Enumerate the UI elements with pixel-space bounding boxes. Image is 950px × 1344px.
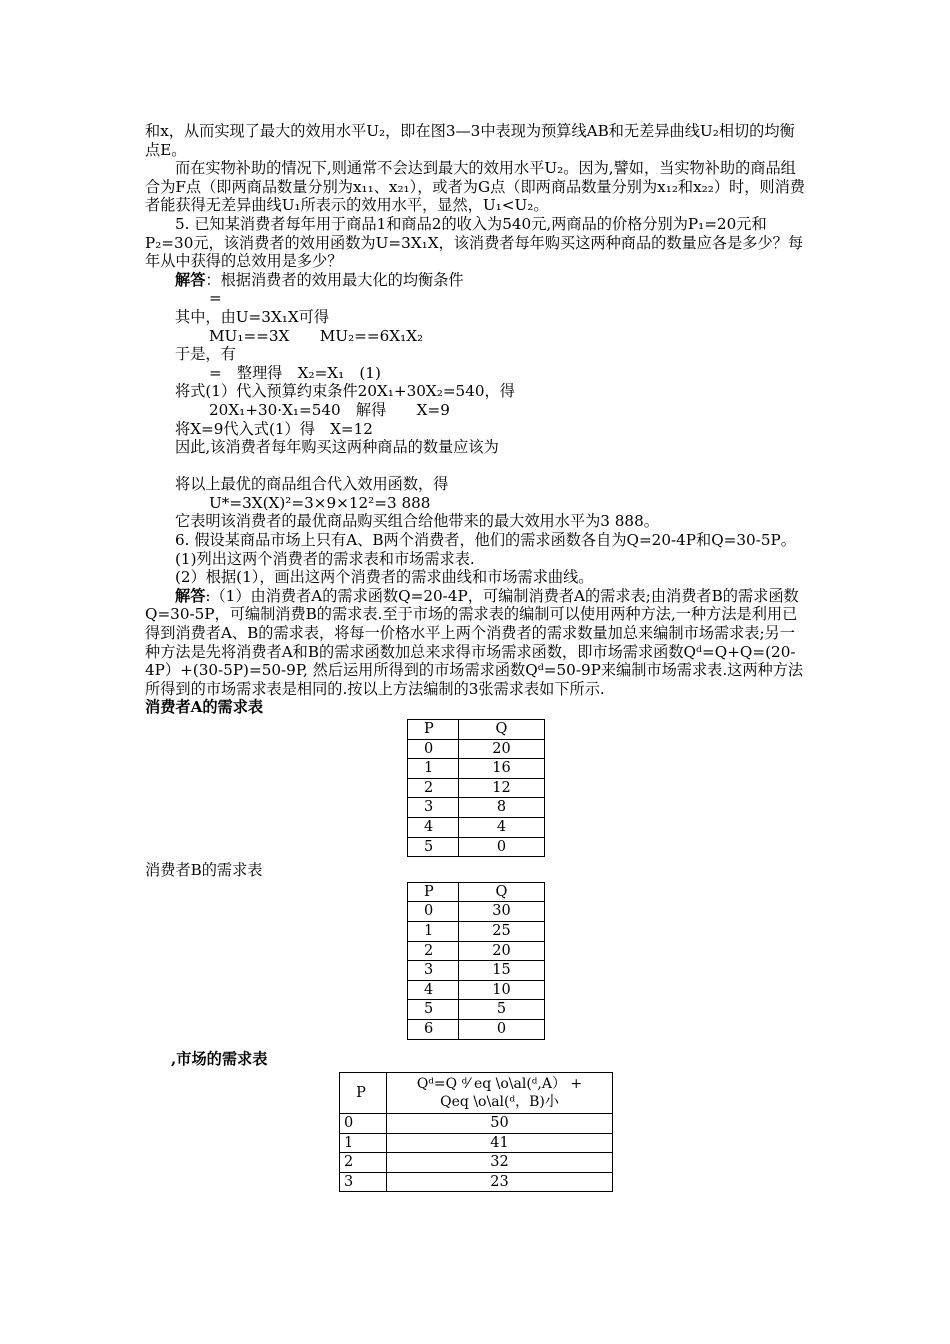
table-row — [408, 1019, 545, 1039]
header-qd — [387, 1073, 613, 1114]
cell-q: 20 — [459, 941, 545, 961]
table-row — [408, 980, 545, 1000]
cell-qd: 32 — [387, 1153, 613, 1173]
answer-label: 解答 — [175, 270, 206, 289]
paragraph: 将以上最优的商品组合代入效用函数，得 — [175, 475, 449, 494]
table-row — [340, 1133, 613, 1153]
cell-q: 5 — [459, 1000, 545, 1020]
table-row — [408, 739, 545, 759]
table-row — [340, 1153, 613, 1173]
paragraph: 因此,该消费者每年购买这两种商品的数量应该为 — [175, 438, 499, 457]
table-row — [408, 759, 545, 779]
table-row — [408, 961, 545, 981]
equation-line: 20X₁+30·X₁=540 解得 X=9 — [209, 400, 450, 419]
paragraph: 于是，有 — [175, 345, 236, 364]
cell-qd: 41 — [387, 1133, 613, 1153]
table-row — [340, 1172, 613, 1192]
cell-q: 0 — [459, 1019, 545, 1039]
header-p: P — [340, 1073, 387, 1114]
sub-question: (2）根据(1），画出这两个消费者的需求曲线和市场需求曲线。 — [175, 568, 594, 587]
equation-line: U*=3X(X)²=3×9×12²=3 888 — [209, 493, 431, 512]
cell-p: 5 — [408, 1000, 459, 1020]
paragraph: 将X=9代入式(1）得 X=12 — [175, 419, 373, 438]
answer-label: 解答 — [175, 586, 206, 605]
paragraph: 其中，由U=3X₁X可得 — [175, 307, 330, 326]
cell-p: 6 — [408, 1019, 459, 1039]
paragraph: 而在实物补助的情况下,则通常不会达到最大的效用水平U₂。因为,譬如，当实物补助的商品组合为F点（即两商品数量分别为x₁₁、x₂₁），或者为G点（即两商品数量分别为x₁₂和x₂₂）时，则消费者能获得无差异曲线U₁所表示的效用水平，显然，U₁<U₂。 — [145, 159, 805, 215]
header-qd-line2: Qeq \o\al(ᵈ，B)小 — [440, 1094, 559, 1111]
cell-q: 25 — [459, 921, 545, 941]
cell-p: 2 — [340, 1153, 387, 1173]
table-a-caption: 消费者A的需求表 — [145, 698, 264, 717]
table-market — [339, 1072, 613, 1192]
table-row — [408, 902, 545, 922]
cell-q: 0 — [459, 837, 545, 857]
cell-q: 4 — [459, 817, 545, 837]
cell-q: 8 — [459, 798, 545, 818]
cell-q: 10 — [459, 980, 545, 1000]
cell-p: 1 — [340, 1133, 387, 1153]
paragraph: 和x，从而实现了最大的效用水平U₂，即在图3—3中表现为预算线AB和无差异曲线U₂相切的均衡点E。 — [145, 122, 795, 159]
paragraph: 它表明该消费者的最优商品购买组合给他带来的最大效用水平为3 888。 — [175, 512, 659, 531]
cell-p: 3 — [408, 961, 459, 981]
table-row — [340, 1114, 613, 1134]
sub-question: (1)列出这两个消费者的需求表和市场需求表. — [175, 549, 475, 568]
cell-q: 20 — [459, 739, 545, 759]
header-q: Q — [459, 720, 545, 740]
cell-p: 3 — [340, 1172, 387, 1192]
cell-p: 5 — [408, 837, 459, 857]
cell-p: 3 — [408, 798, 459, 818]
table-row — [408, 778, 545, 798]
cell-p: 4 — [408, 980, 459, 1000]
paragraph: ：根据消费者的效用最大化的均衡条件 — [205, 270, 464, 289]
cell-q: 15 — [459, 961, 545, 981]
cell-p: 0 — [408, 902, 459, 922]
header-q: Q — [459, 882, 545, 902]
table-row — [408, 798, 545, 818]
cell-qd: 23 — [387, 1172, 613, 1192]
cell-p: 4 — [408, 817, 459, 837]
table-header-row — [340, 1073, 613, 1114]
table-b-caption: 消费者B的需求表 — [145, 861, 263, 880]
table-consumer-a — [407, 719, 545, 857]
equation-line: = 整理得 X₂=X₁ (1) — [209, 363, 381, 382]
header-p: P — [408, 720, 459, 740]
table-row — [408, 941, 545, 961]
table-row — [408, 921, 545, 941]
table-consumer-b — [407, 882, 545, 1040]
table-market-caption: ,市场的需求表 — [171, 1049, 268, 1068]
table-row — [408, 837, 545, 857]
cell-q: 16 — [459, 759, 545, 779]
cell-q: 30 — [459, 902, 545, 922]
table-row — [408, 817, 545, 837]
question-5: 5. 已知某消费者每年用于商品1和商品2的收入为540元,两商品的价格分别为P₁=20元和P₂=30元，该消费者的效用函数为U=3X₁X，该消费者每年购买这两种商品的数量应各是多少？每年从中获得的总效用是多少？ — [145, 214, 804, 271]
table-header-row — [408, 720, 545, 740]
cell-p: 0 — [340, 1114, 387, 1134]
equation-line: = — [209, 289, 222, 308]
cell-p: 0 — [408, 739, 459, 759]
document-page — [145, 122, 807, 1192]
table-header-row — [408, 882, 545, 902]
cell-p: 2 — [408, 941, 459, 961]
paragraph: :（1）由消费者A的需求函数Q=20-4P，可编制消费者A的需求表;由消费者B的需求函数Q=30-5P，可编制消费B的需求表.至于市场的需求表的编制可以使用两种方法,一种方法是利用已得到消费者A、B的需求表，将每一价格水平上两个消费者的需求数量加总来编制市场需求表;另一种方法是先将消费者A和B的需求函数加总来求得市场需求函数，即市场需求函数Qᵈ=Q+Q=(20-4P）+(30-5P)=50-9P, 然后运用所得到的市场需求函数Qᵈ=50-9P来编制市场需求表.这两种方法所得到的市场需求表是相同的.按以上方法编制的3张需求表如下所示. — [145, 586, 804, 698]
paragraph: 将式(1）代入预算约束条件20X₁+30X₂=540，得 — [175, 382, 515, 401]
cell-p: 2 — [408, 778, 459, 798]
header-qd-line1: Qᵈ=Q ᵈ⁄ eq \o\al(ᵈ,A） + — [416, 1076, 583, 1093]
equation-line: MU₁==3X MU₂==6X₁X₂ — [209, 326, 424, 345]
cell-p: 1 — [408, 921, 459, 941]
table-row — [408, 1000, 545, 1020]
header-p: P — [408, 882, 459, 902]
cell-q: 12 — [459, 778, 545, 798]
question-6: 6. 假设某商品市场上只有A、B两个消费者，他们的需求函数各自为Q=20-4P和Q=30-5P。 — [175, 531, 796, 550]
cell-qd: 50 — [387, 1114, 613, 1134]
cell-p: 1 — [408, 759, 459, 779]
